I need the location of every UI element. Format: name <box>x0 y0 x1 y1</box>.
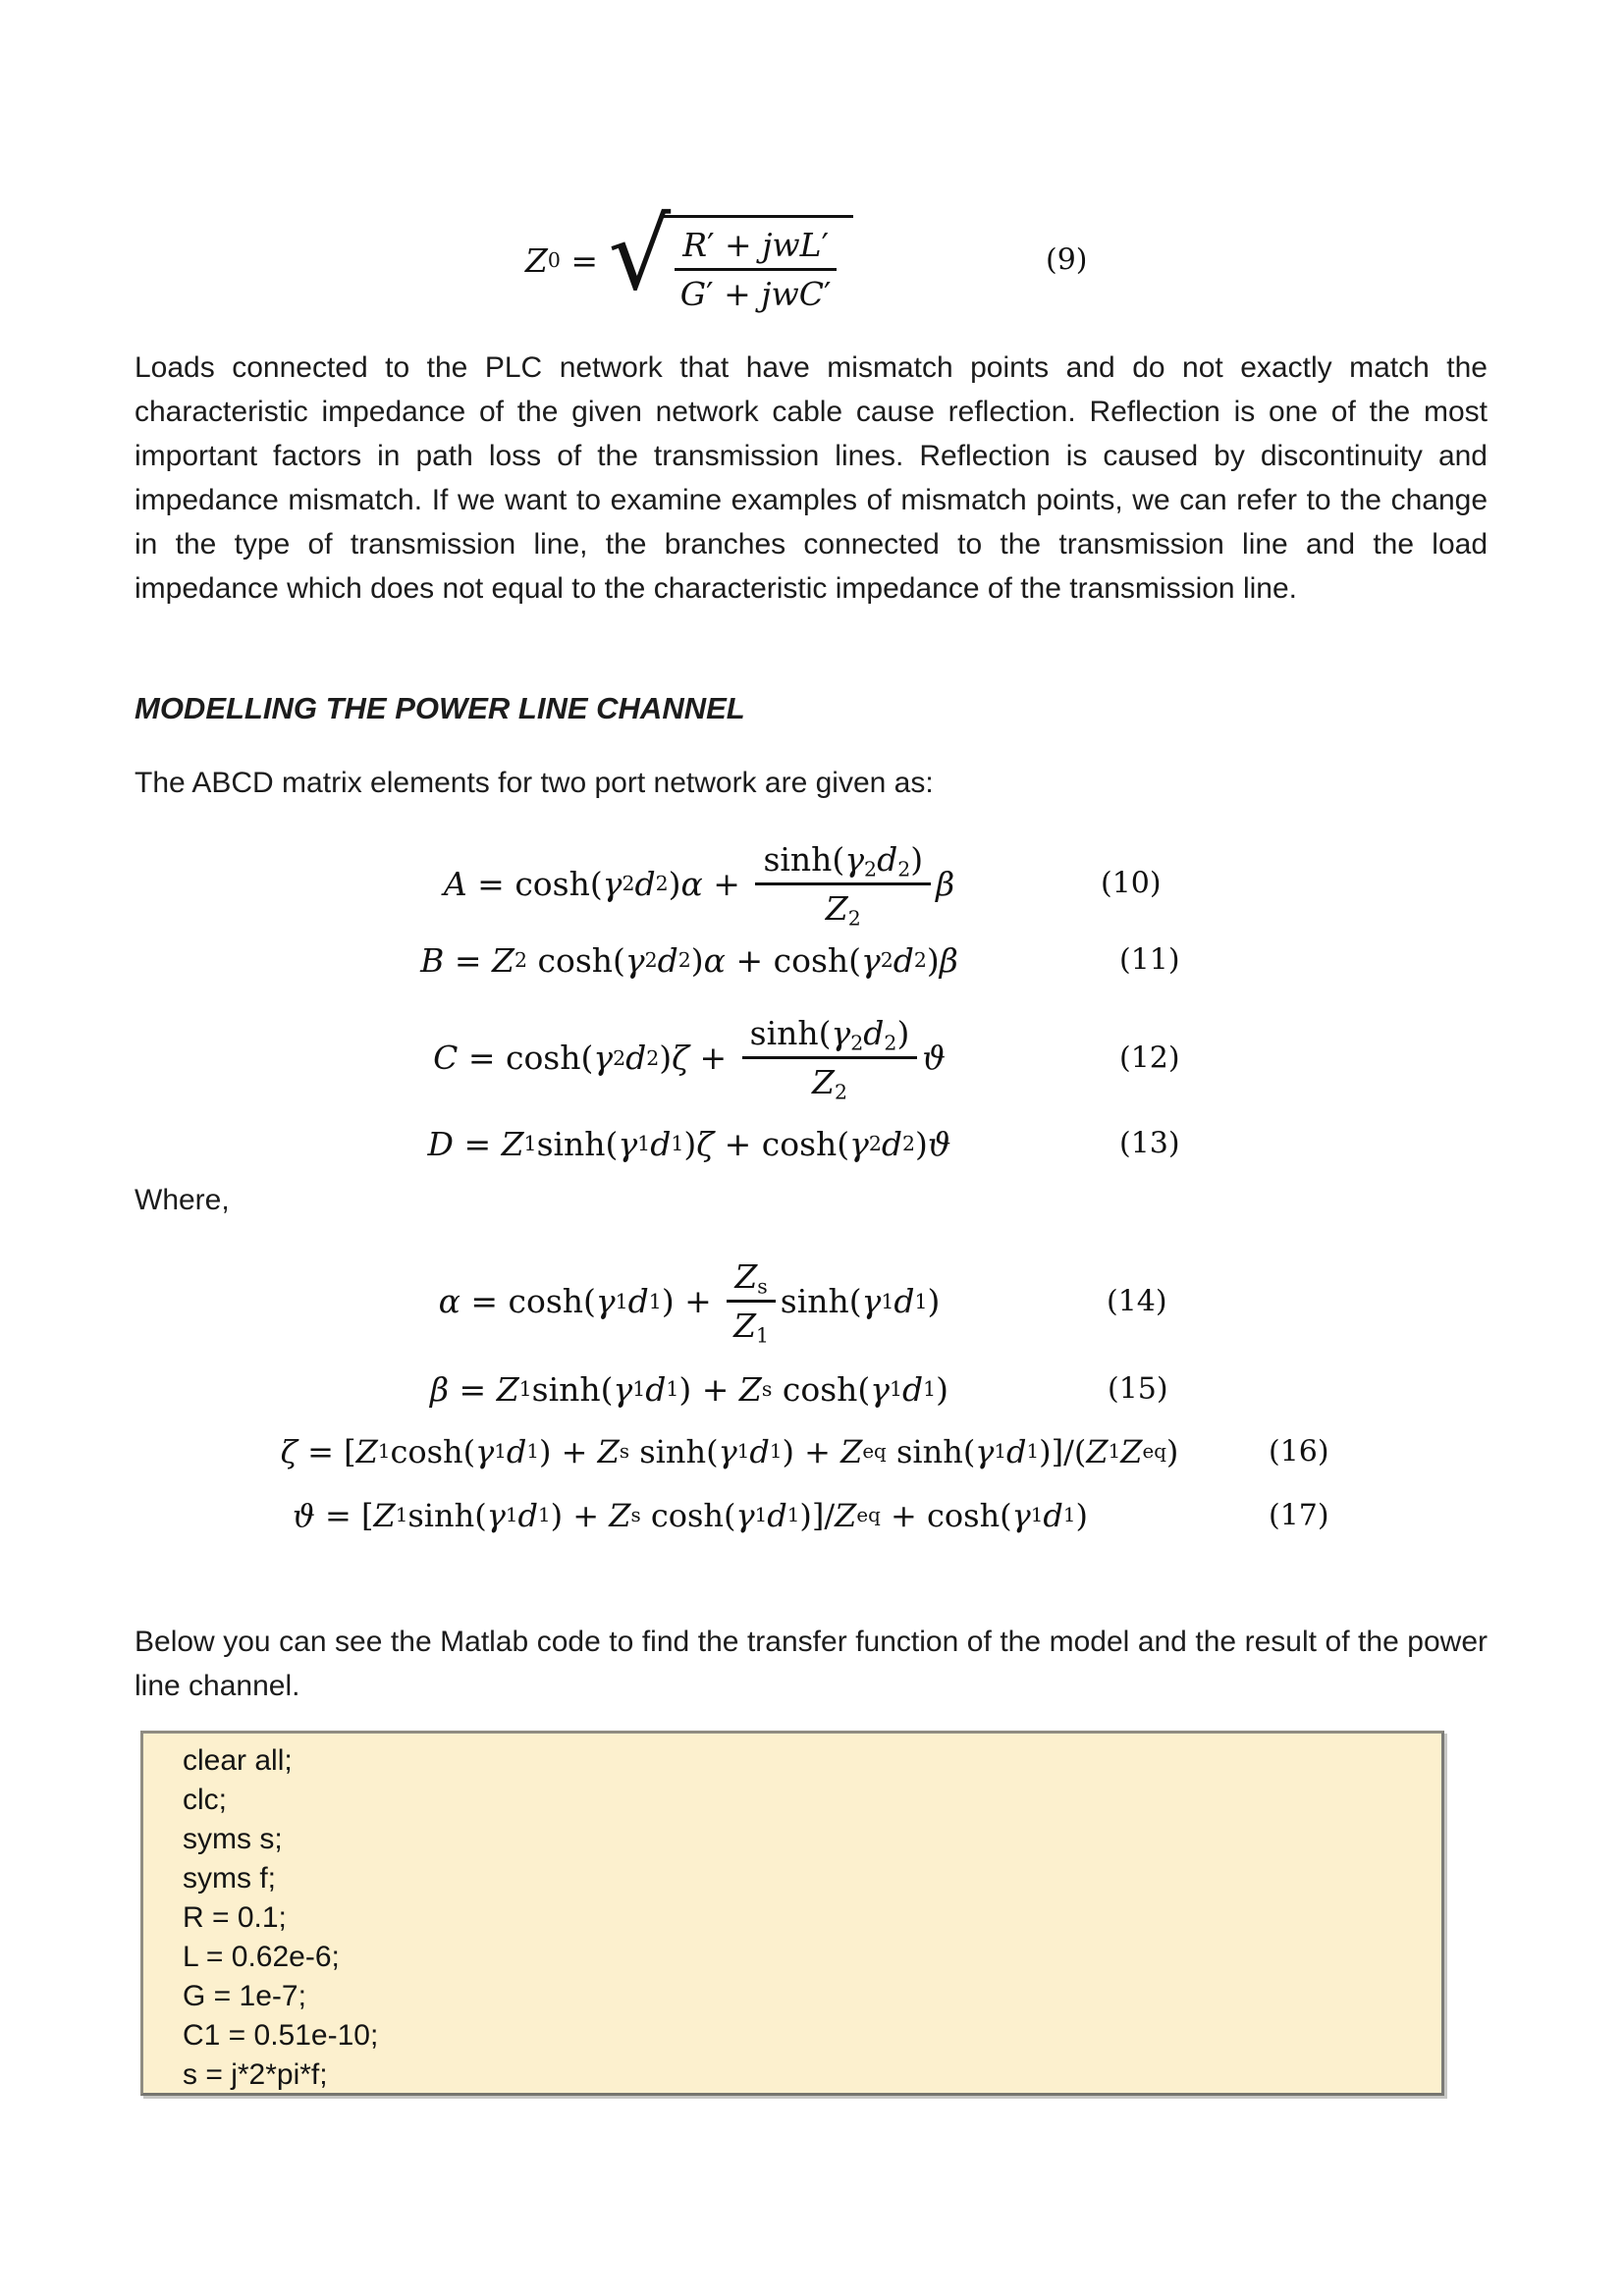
equation-15-number: (15) <box>1108 1371 1168 1407</box>
equation-15 <box>135 1360 1244 1418</box>
equation-17-number: (17) <box>1269 1498 1329 1533</box>
section-heading-modelling: MODELLING THE POWER LINE CHANNEL <box>135 691 745 725</box>
equation-11-formula: B = Z 2 cosh( γ 2 d 2 ) α + cosh( γ 2 d 2 ) β <box>420 940 958 980</box>
equation-17-formula: ϑ = [ Z 1 sinh( γ 1 d 1 ) + Z s cosh( γ 1 d 1 )]/ Z eq + cosh( γ 1 d 1 ) <box>292 1497 1088 1534</box>
code-line: clc; <box>183 1784 227 1816</box>
equation-12-number: (12) <box>1119 1041 1180 1075</box>
equation-13 <box>135 1114 1244 1173</box>
code-line: syms f; <box>183 1862 276 1895</box>
equation-10 <box>135 825 1264 942</box>
equation-9-formula: Z 0 = √ R′ + jwL′ G′ + jwC′ <box>525 208 853 313</box>
abcd-intro-text: The ABCD matrix elements for two port network are given as: <box>135 767 934 799</box>
equation-12 <box>135 996 1244 1119</box>
code-line: syms s; <box>183 1823 283 1855</box>
matlab-intro-text: Below you can see the Matlab code to find the transfer function of the model and the result of the power line channel. <box>135 1626 1488 1702</box>
equation-16 <box>135 1421 1329 1482</box>
equation-13-number: (13) <box>1119 1126 1180 1161</box>
radical-sign: √ <box>608 196 672 312</box>
where-label: Where, <box>135 1184 230 1216</box>
paragraph-plc-reflection: Loads connected to the PLC network that have mismatch points and do not exactly match the characteristic impedance of the given network cable cause reflection. Reflection is one of the most important factors in path loss of the transmission lines. Reflection is caused by discontinuity and impedance mismatch. If we want to examine examples of mismatch points, we can refer to the change in the type of transmission line, the branches connected to the transmission line and the load impedance which does not equal to the characteristic impedance of the transmission line. <box>135 351 1488 605</box>
code-line: L = 0.62e-6; <box>183 1941 340 1973</box>
equation-11-number: (11) <box>1119 942 1180 978</box>
equation-14-number: (14) <box>1107 1284 1167 1318</box>
equation-14-formula: α = cosh( γ 1 d 1 ) + $\frac{Z_s}{Z_1}$ sinh( γ 1 d 1 ) <box>438 1257 941 1348</box>
code-line: s = j*2*pi*f; <box>183 2058 328 2091</box>
equation-12-formula: C = cosh( γ 2 d 2 ) ζ + $\frac{\sinh(\gamma_2d_2)}{Z_2}$ ϑ <box>433 1014 946 1104</box>
equation-16-formula: ζ = [ Z 1 cosh( γ 1 d 1 ) + Z s sinh( γ 1 d 1 ) + Z eq sinh( γ 1 d 1 )]/( Z 1 Z eq ) <box>280 1433 1179 1470</box>
equation-17 <box>135 1485 1329 1546</box>
equation-9 <box>135 188 1244 332</box>
matlab-code-block <box>140 1731 1444 2096</box>
code-line: clear all; <box>183 1744 293 1777</box>
equation-13-formula: D = Z 1 sinh( γ 1 d 1 ) ζ + cosh( γ 2 d 2 ) ϑ <box>427 1124 951 1163</box>
equation-11 <box>135 931 1244 989</box>
equation-10-number: (10) <box>1101 866 1162 901</box>
code-line: C1 = 0.51e-10; <box>183 2019 379 2052</box>
equation-14 <box>135 1235 1244 1367</box>
code-line: R = 0.1; <box>183 1901 287 1934</box>
equation-10-formula: A = cosh( γ 2 d 2 ) α + $\frac{\sinh(\gamma_2d_2)}{Z_2}$ β <box>443 839 955 931</box>
equation-15-formula: β = Z 1 sinh( γ 1 d 1 ) + Z s cosh( γ 1 d 1 ) <box>429 1369 949 1409</box>
code-line: G = 1e-7; <box>183 1980 306 2012</box>
equation-16-number: (16) <box>1269 1434 1329 1469</box>
equation-9-number: (9) <box>1046 242 1088 278</box>
